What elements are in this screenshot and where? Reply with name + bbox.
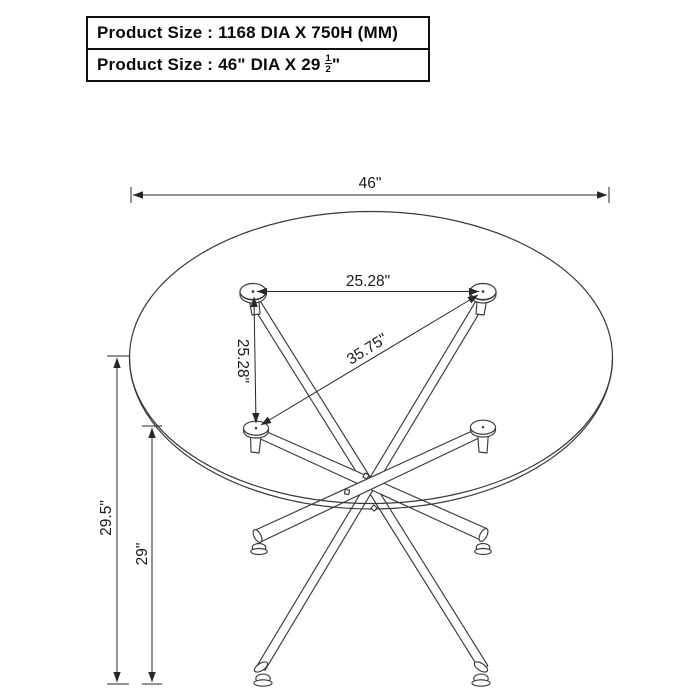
product-size-row-metric [88, 18, 428, 48]
half-inch-fraction [325, 54, 332, 75]
glass-top-outline [130, 212, 613, 504]
mounting-disc-bottom-right [471, 420, 496, 437]
dimension-label-overall-height: 29.5" [98, 500, 115, 536]
dimension-label-disc-span-vertical: 25.28" [234, 338, 251, 384]
product-size-row-imperial [88, 48, 428, 80]
dimension-diameter [131, 175, 609, 203]
dimension-overall-height [98, 356, 129, 684]
dimension-disc-span-vertical [234, 297, 256, 423]
dimension-label-disc-span-horizontal: 25.28" [345, 273, 391, 290]
dimension-label-underside-height: 29" [134, 542, 151, 566]
product-size-imperial-suffix: " [332, 55, 341, 74]
dimension-label-disc-span-diagonal: 35.75" [343, 330, 391, 369]
dimension-label-diameter: 46" [358, 175, 382, 192]
product-size-imperial-label: Product Size : 46" DIA X 29 [97, 55, 321, 74]
dimension-disc-span-horizontal [257, 273, 479, 292]
mounting-disc-bottom-left [244, 421, 269, 438]
mounting-disc-top-left [240, 284, 266, 304]
product-size-metric-label: Product Size : 1168 DIA X 750H (MM) [97, 23, 399, 42]
dimension-underside-height [134, 426, 162, 684]
mounting-disc-top-right [470, 284, 496, 304]
fraction-denominator: 2 [325, 63, 331, 75]
product-size-table [86, 16, 430, 82]
fraction-numerator: 1 [325, 52, 331, 64]
